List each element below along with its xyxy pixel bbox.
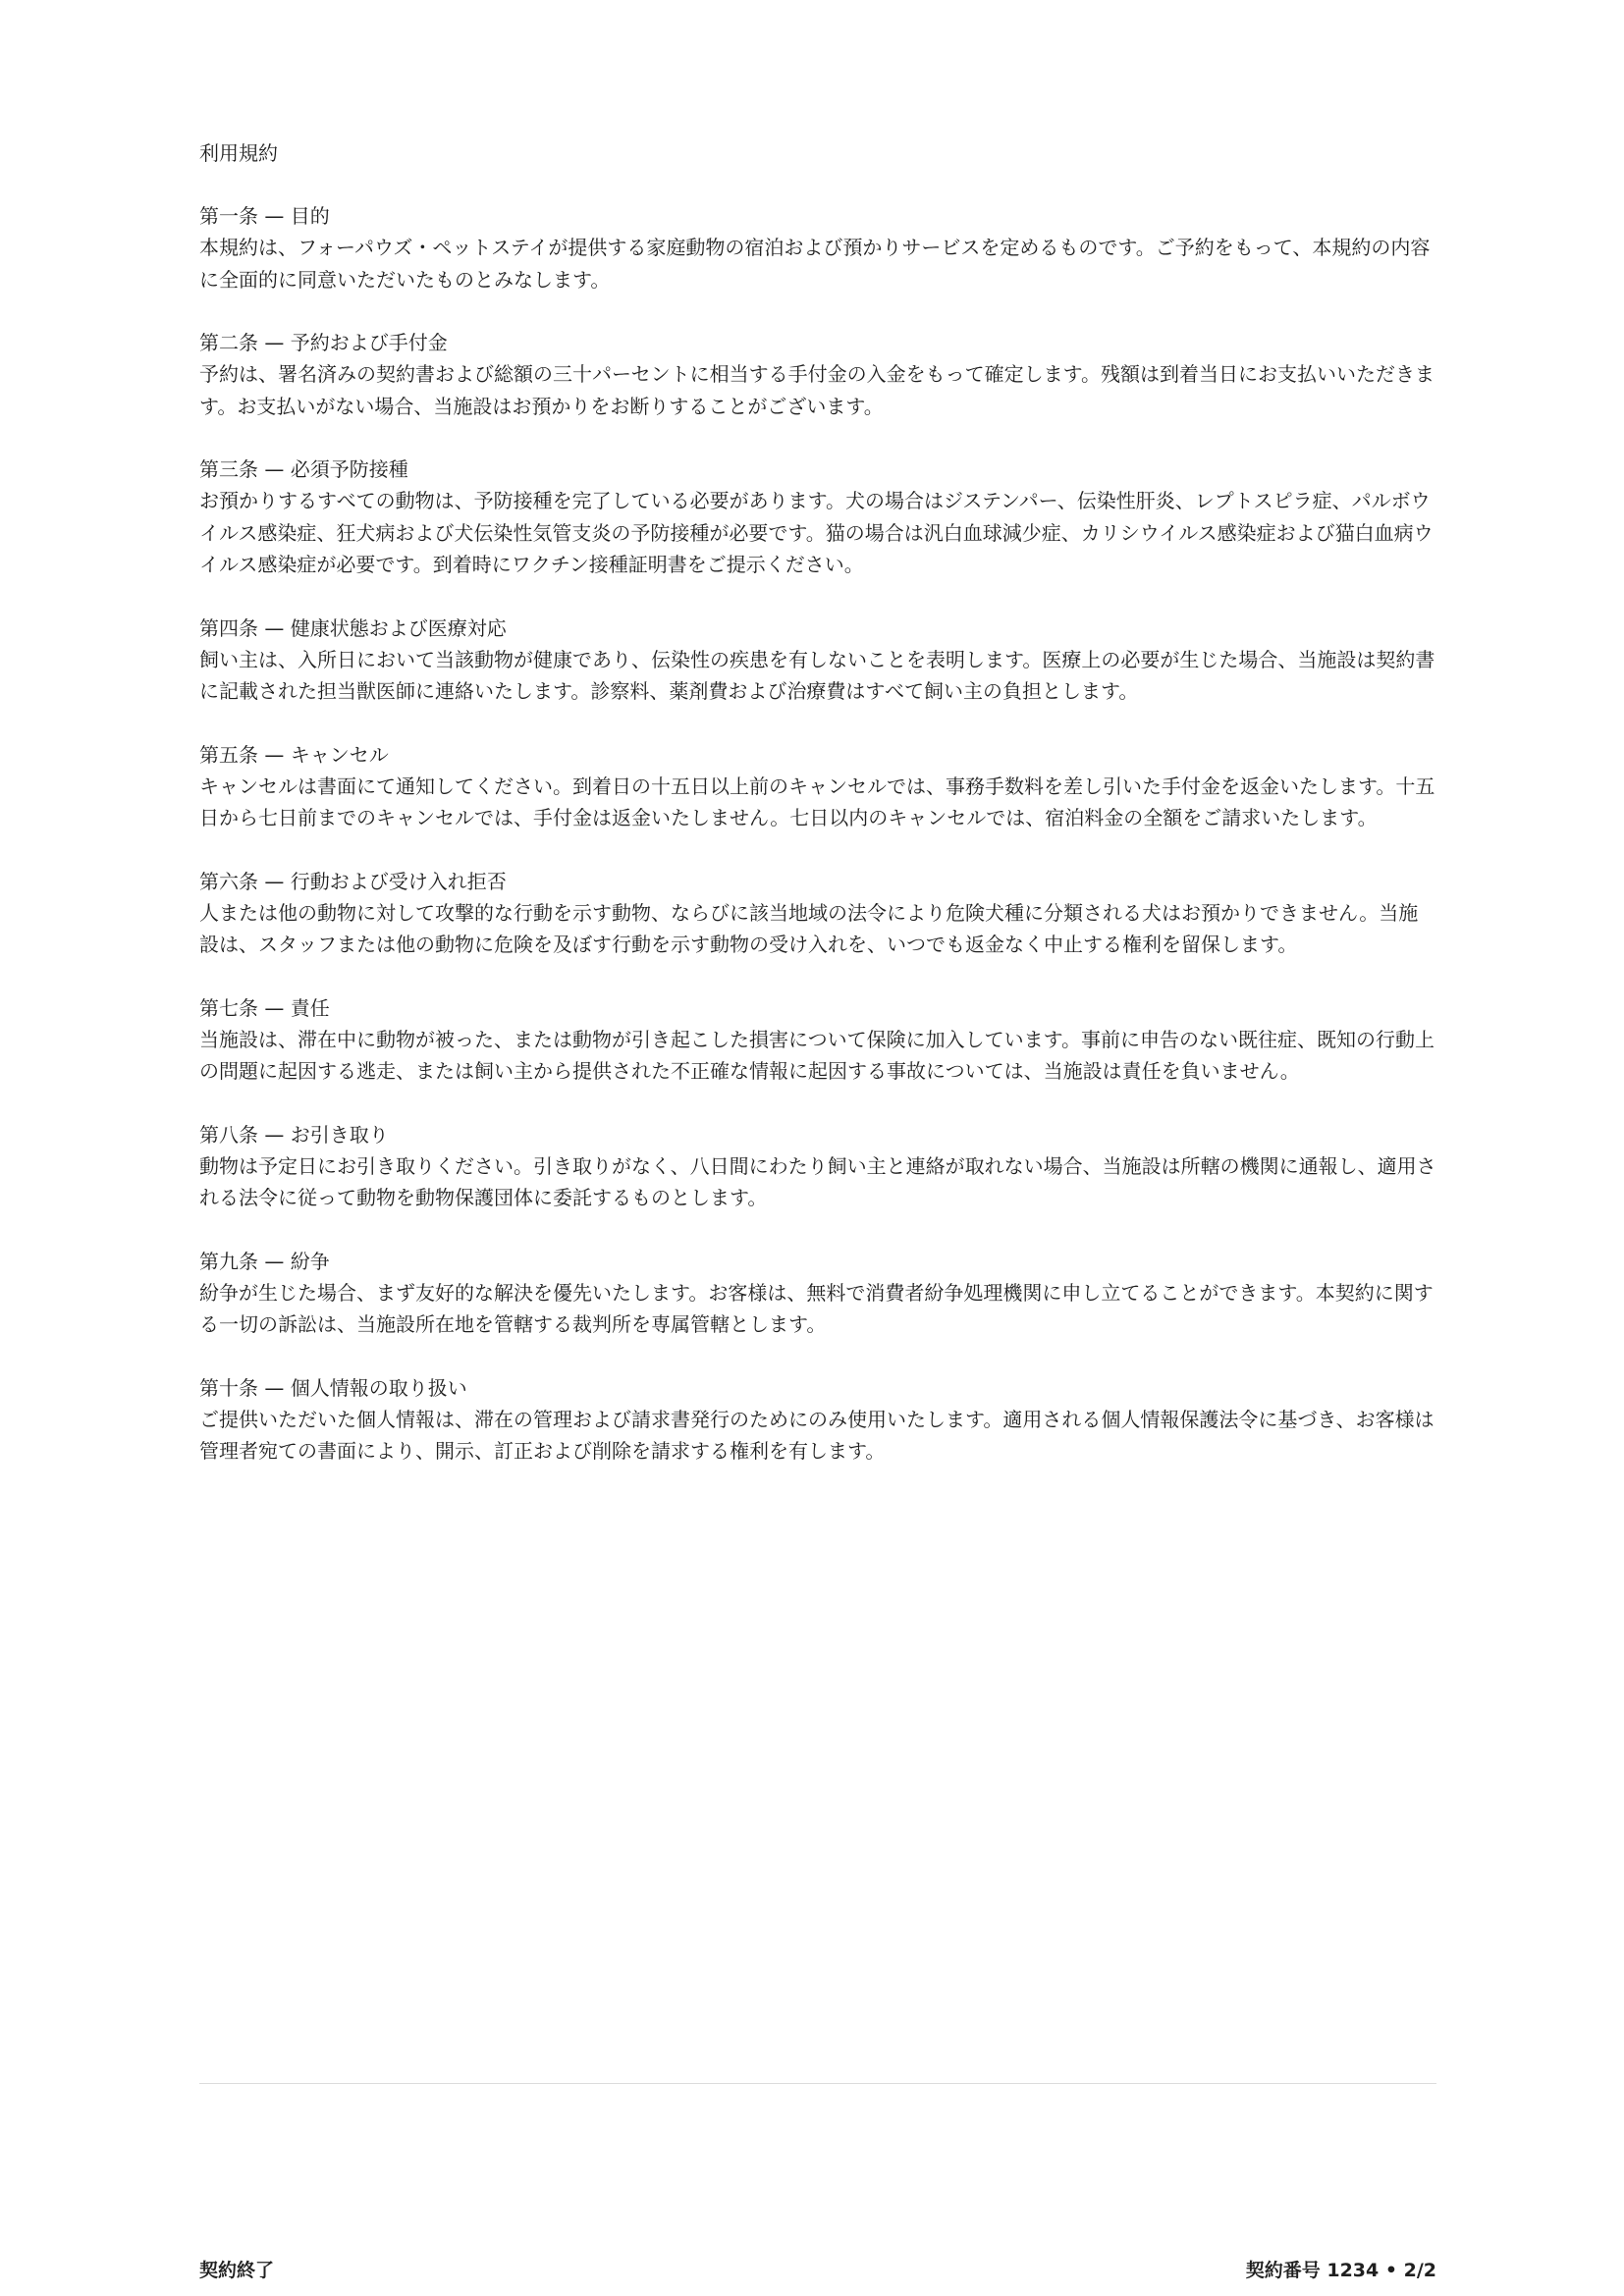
article-body: 動物は予定日にお引き取りください。引き取りがなく、八日間にわたり飼い主と連絡が取れない場合、当施設は所轄の機関に通報し、適用される法令に従って動物を動物保護団体に委託するものとします。 — [199, 1153, 1436, 1209]
article-heading: 第六条 — 行動および受け入れ拒否 — [199, 869, 507, 893]
article-body: 飼い主は、入所日において当該動物が健康であり、伝染性の疾患を有しないことを表明します。医療上の必要が生じた場合、当施設は契約書に記載された担当獣医師に連絡いたします。診察料、薬剤費および治療費はすべて飼い主の負担とします。 — [199, 647, 1435, 703]
footer-contract-page-number: 契約番号 1234 • 2/2 — [1245, 2260, 1436, 2281]
article-body: 当施設は、滞在中に動物が被った、または動物が引き起こした損害について保険に加入しています。事前に申告のない既往症、既知の行動上の問題に起因する逃走、または飼い主から提供された不正確な情報に起因する事故については、当施設は責任を負いません。 — [199, 1027, 1435, 1083]
article-heading: 第三条 — 必須予防接種 — [199, 457, 408, 481]
article-2 — [199, 327, 1436, 422]
article-body: キャンセルは書面にて通知してください。到着日の十五日以上前のキャンセルでは、事務手数料を差し引いた手付金を返金いたします。十五日から七日前までのキャンセルでは、手付金は返金いたしません。七日以内のキャンセルでは、宿泊料金の全額をご請求いたします。 — [199, 774, 1435, 829]
terms-content — [199, 137, 1436, 1499]
article-4 — [199, 613, 1436, 708]
footer-status: 契約終了 — [199, 2260, 275, 2281]
article-heading: 第十条 — 個人情報の取り扱い — [199, 1375, 467, 1400]
article-heading: 第九条 — 紛争 — [199, 1249, 330, 1273]
article-heading: 第五条 — キャンセル — [199, 742, 389, 767]
article-10 — [199, 1372, 1436, 1468]
article-5 — [199, 739, 1436, 834]
article-body: 予約は、署名済みの契約書および総額の三十パーセントに相当する手付金の入金をもって確定します。残額は到着当日にお支払いいただきます。お支払いがない場合、当施設はお預かりをお断りすることがございます。 — [199, 362, 1435, 418]
article-heading: 第八条 — お引き取り — [199, 1122, 389, 1147]
article-heading: 第一条 — 目的 — [199, 204, 330, 228]
article-body: 本規約は、フォーパウズ・ペットステイが提供する家庭動物の宿泊および預かりサービスを定めるものです。ご予約をもって、本規約の内容に全面的に同意いただいたものとみなします。 — [199, 236, 1431, 292]
article-body: お預かりするすべての動物は、予防接種を完了している必要があります。犬の場合はジステンパー、伝染性肝炎、レプトスピラ症、パルボウイルス感染症、狂犬病および犬伝染性気管支炎の予防接種が必要です。猫の場合は汎白血球減少症、カリシウイルス感染症および猫白血病ウイルス感染症が必要です。到着時にワクチン接種証明書をご提示ください。 — [199, 489, 1434, 576]
article-8 — [199, 1119, 1436, 1214]
article-7 — [199, 992, 1436, 1088]
article-9 — [199, 1246, 1436, 1341]
article-heading: 第四条 — 健康状態および医療対応 — [199, 615, 507, 640]
article-body: 紛争が生じた場合、まず友好的な解決を優先いたします。お客様は、無料で消費者紛争処理機関に申し立てることができます。本契約に関する一切の訴訟は、当施設所在地を管轄する裁判所を専属管轄とします。 — [199, 1280, 1434, 1336]
article-body: ご提供いただいた個人情報は、滞在の管理および請求書発行のためにのみ使用いたします。適用される個人情報保護法令に基づき、お客様は管理者宛ての書面により、開示、訂正および削除を請求する権利を有します。 — [199, 1407, 1435, 1463]
footer-divider — [199, 2083, 1436, 2084]
article-1 — [199, 200, 1436, 295]
article-6 — [199, 866, 1436, 961]
article-3 — [199, 454, 1436, 581]
article-heading: 第七条 — 責任 — [199, 995, 330, 1020]
article-heading: 第二条 — 予約および手付金 — [199, 331, 448, 354]
document-title: 利用規約 — [199, 141, 278, 165]
article-body: 人または他の動物に対して攻撃的な行動を示す動物、ならびに該当地域の法令により危険犬種に分類される犬はお預かりできません。当施設は、スタッフまたは他の動物に危険を及ぼす行動を示す動物の受け入れを、いつでも返金なく中止する権利を留保します。 — [199, 900, 1419, 956]
